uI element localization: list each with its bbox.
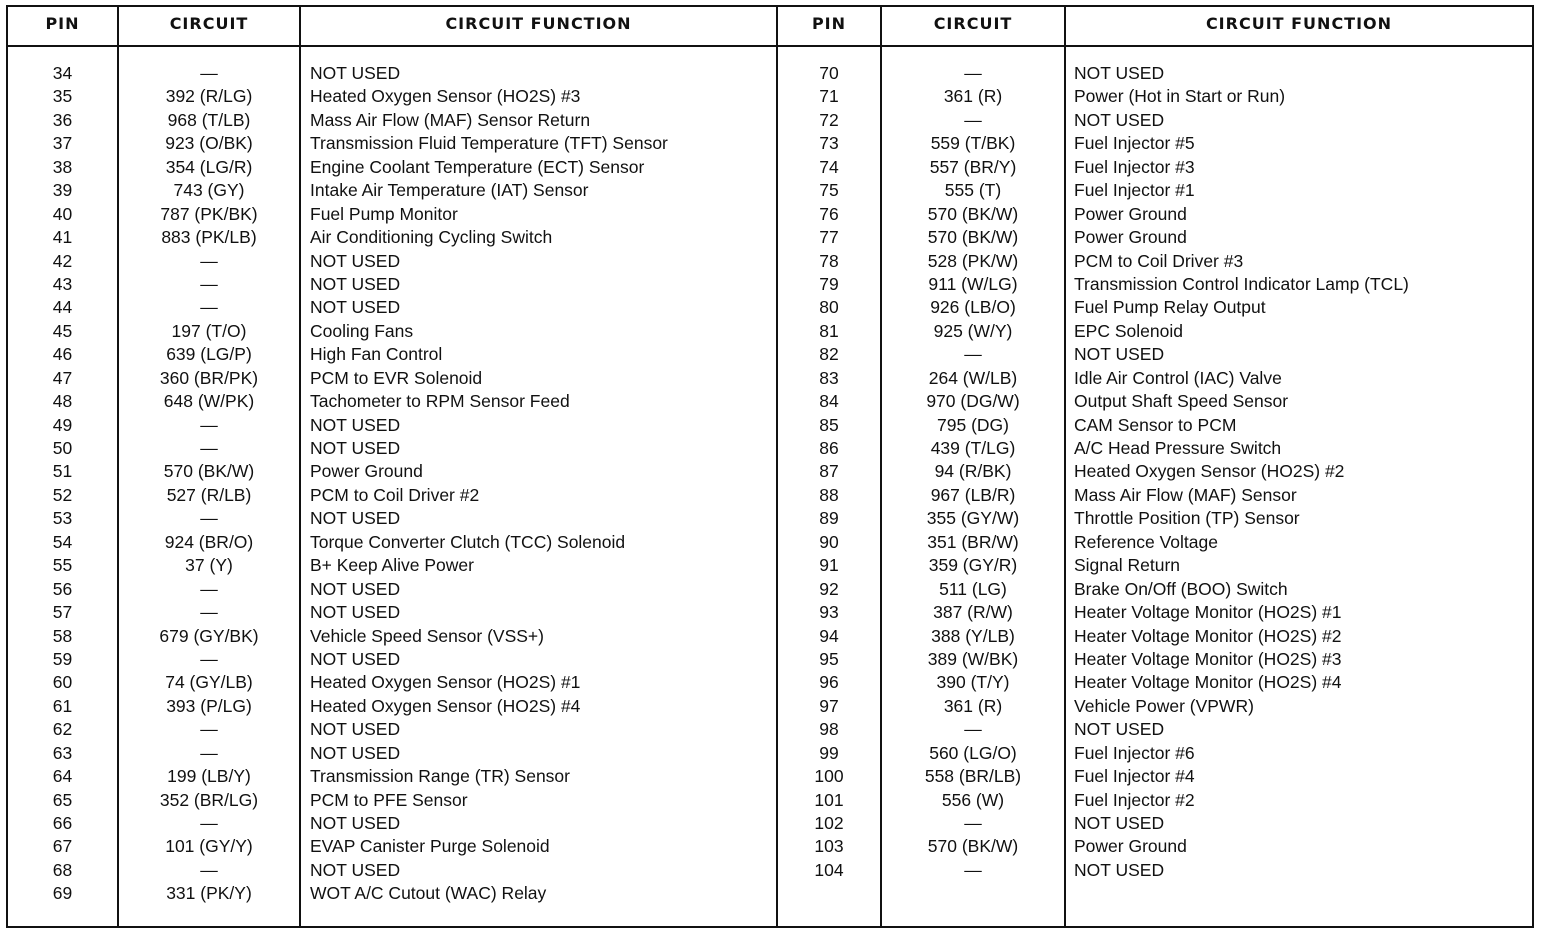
table-row: [776, 460, 1536, 483]
circuit-code: 967 (LB/R): [930, 484, 1016, 505]
table-row: [776, 414, 1536, 437]
circuit-code: 570 (BK/W): [927, 836, 1019, 857]
pin-number: 45: [52, 320, 73, 341]
pin-number: 60: [52, 672, 73, 693]
table-row: [776, 718, 1536, 741]
circuit-function: Vehicle Speed Sensor (VSS+): [310, 625, 544, 646]
circuit-function: Power Ground: [1074, 203, 1187, 224]
table-row: [776, 203, 1536, 226]
pin-number: 102: [814, 813, 844, 833]
table-row: [0, 226, 776, 249]
pin-number: 97: [819, 695, 839, 716]
pin-number: 48: [52, 391, 73, 412]
table-row: [0, 718, 776, 741]
pin-number: 58: [52, 625, 73, 646]
circuit-code: 355 (GY/W): [926, 508, 1020, 529]
circuit-function: Heated Oxygen Sensor (HO2S) #4: [310, 695, 581, 716]
header-left-pin: PIN: [45, 14, 80, 33]
pin-number: 46: [52, 344, 73, 365]
pin-number: 87: [819, 461, 839, 482]
circuit-function: Output Shaft Speed Sensor: [1074, 391, 1289, 412]
table-row: [0, 343, 776, 366]
table-row: [776, 437, 1536, 460]
circuit-code: 199 (LB/Y): [167, 766, 251, 787]
pin-number: 52: [52, 484, 73, 505]
header-left-function: CIRCUIT FUNCTION: [445, 14, 632, 33]
circuit-function: Vehicle Power (VPWR): [1074, 695, 1254, 716]
table-row: [776, 62, 1536, 85]
circuit-function: NOT USED: [310, 438, 401, 458]
table-row: [776, 296, 1536, 319]
table-row: [0, 320, 776, 343]
circuit-code: 648 (W/PK): [163, 391, 255, 412]
circuit-function: CAM Sensor to PCM: [1074, 414, 1237, 435]
circuit-function: Brake On/Off (BOO) Switch: [1074, 578, 1288, 599]
circuit-function: NOT USED: [1074, 344, 1165, 365]
table-row: [0, 109, 776, 132]
circuit-code: 559 (T/BK): [930, 133, 1016, 154]
circuit-code: 390 (T/Y): [936, 672, 1010, 693]
pin-number: 73: [819, 133, 839, 154]
circuit-code: 354 (LG/R): [165, 156, 253, 177]
pin-number: 93: [819, 602, 839, 623]
table-row: [776, 109, 1536, 132]
pin-number: 77: [819, 227, 839, 248]
table-row: [776, 742, 1536, 765]
header-right-pin: PIN: [811, 14, 847, 33]
circuit-code: 968 (T/LB): [167, 109, 251, 130]
circuit-code: 101 (GY/Y): [165, 836, 253, 857]
pin-number: 79: [819, 273, 839, 294]
pin-number: 41: [52, 227, 73, 248]
table-bottom-border: [6, 926, 1534, 928]
pin-number: 51: [52, 461, 73, 482]
circuit-function: Fuel Injector #5: [1074, 133, 1195, 154]
circuit-code: 570 (BK/W): [927, 227, 1019, 248]
table-row: [0, 437, 776, 460]
circuit-function: NOT USED: [1074, 859, 1165, 880]
table-row: [776, 273, 1536, 296]
pin-number: 40: [52, 203, 73, 224]
table-top-border: [6, 5, 1534, 7]
circuit-code: 743 (GY): [173, 180, 245, 201]
circuit-function: PCM to Coil Driver #3: [1074, 250, 1244, 271]
circuit-code: 528 (PK/W): [927, 250, 1019, 271]
table-row: [0, 179, 776, 202]
pin-number: 89: [819, 508, 839, 529]
circuit-code: 527 (R/LB): [166, 484, 252, 505]
table-row: [0, 203, 776, 226]
table-row: [0, 484, 776, 507]
table-row: [0, 671, 776, 694]
table-row: [0, 390, 776, 413]
table-row: [0, 812, 776, 835]
table-row: [0, 859, 776, 882]
circuit-code: —: [200, 602, 218, 623]
header-right-circuit: CIRCUIT: [933, 14, 1013, 33]
table-row: [776, 367, 1536, 390]
circuit-code: 388 (Y/LB): [931, 625, 1015, 646]
circuit-code: —: [200, 648, 218, 669]
circuit-function: NOT USED: [310, 602, 401, 623]
circuit-function: NOT USED: [1074, 719, 1165, 740]
table-row: [0, 296, 776, 319]
circuit-code: 264 (W/LB): [928, 367, 1018, 388]
circuit-code: 197 (T/O): [171, 320, 247, 341]
table-row: [776, 695, 1536, 718]
pin-number: 99: [819, 742, 839, 763]
pin-number: 80: [819, 297, 839, 318]
circuit-function: Air Conditioning Cycling Switch: [310, 227, 553, 248]
circuit-function: Fuel Injector #2: [1074, 789, 1195, 810]
circuit-function: NOT USED: [310, 648, 401, 669]
table-row: [776, 390, 1536, 413]
pin-number: 81: [819, 320, 839, 341]
table-row: [776, 859, 1536, 882]
table-row: [0, 273, 776, 296]
pin-number: 82: [819, 344, 839, 365]
circuit-function: Heated Oxygen Sensor (HO2S) #3: [310, 86, 581, 107]
circuit-code: 911 (W/LG): [928, 273, 1018, 294]
circuit-function: Transmission Range (TR) Sensor: [310, 766, 570, 787]
table-row: [776, 835, 1536, 858]
circuit-function: Fuel Injector #1: [1074, 180, 1195, 201]
table-row: [776, 578, 1536, 601]
pin-number: 92: [819, 578, 839, 599]
table-row: [0, 62, 776, 85]
circuit-function: Idle Air Control (IAC) Valve: [1074, 367, 1282, 388]
pin-number: 67: [52, 836, 73, 857]
circuit-code: 393 (P/LG): [166, 695, 252, 716]
table-row: [0, 625, 776, 648]
table-row: [776, 671, 1536, 694]
pin-number: 65: [52, 789, 73, 810]
circuit-function: Heater Voltage Monitor (HO2S) #4: [1074, 672, 1342, 693]
pin-number: 78: [819, 250, 839, 271]
table-row: [0, 156, 776, 179]
table-row: [776, 625, 1536, 648]
right-pin-list: [776, 62, 1536, 882]
circuit-function: Transmission Control Indicator Lamp (TCL): [1074, 273, 1409, 294]
circuit-code: —: [200, 742, 218, 763]
circuit-code: 361 (R): [943, 695, 1003, 716]
pin-number: 86: [819, 438, 839, 458]
circuit-code: 555 (T): [944, 180, 1002, 201]
circuit-function: Reference Voltage: [1074, 531, 1218, 552]
circuit-code: —: [200, 813, 218, 833]
circuit-function: NOT USED: [310, 859, 401, 880]
table-row: [0, 882, 776, 905]
circuit-code: 570 (BK/W): [163, 461, 255, 482]
pin-number: 63: [52, 742, 73, 763]
circuit-code: 925 (W/Y): [933, 320, 1013, 341]
circuit-code: 94 (R/BK): [934, 461, 1012, 482]
circuit-function: NOT USED: [310, 742, 401, 763]
circuit-code: 511 (LG): [939, 578, 1007, 599]
pin-number: 36: [52, 109, 73, 130]
circuit-function: Torque Converter Clutch (TCC) Solenoid: [310, 531, 626, 552]
pin-number: 95: [819, 648, 839, 669]
pin-number: 94: [819, 625, 839, 646]
header-right-function: CIRCUIT FUNCTION: [1205, 14, 1393, 33]
circuit-code: —: [200, 63, 218, 83]
header-left-circuit: CIRCUIT: [169, 14, 249, 33]
pin-number: 72: [819, 109, 839, 130]
circuit-function: NOT USED: [1074, 63, 1165, 83]
circuit-code: 679 (GY/BK): [159, 625, 259, 646]
pin-number: 39: [52, 180, 73, 201]
circuit-code: —: [964, 859, 982, 880]
circuit-code: 570 (BK/W): [927, 203, 1019, 224]
pin-number: 43: [52, 273, 73, 294]
circuit-code: 389 (W/BK): [927, 648, 1019, 669]
table-row: [0, 367, 776, 390]
circuit-function: Heated Oxygen Sensor (HO2S) #2: [1074, 461, 1345, 482]
table-row: [0, 531, 776, 554]
table-row: [0, 648, 776, 671]
circuit-function: NOT USED: [310, 813, 401, 833]
circuit-function: PCM to PFE Sensor: [310, 789, 468, 810]
pin-number: 96: [819, 672, 839, 693]
circuit-code: —: [200, 414, 218, 435]
circuit-code: 970 (DG/W): [926, 391, 1020, 412]
table-row: [776, 132, 1536, 155]
circuit-function: Mass Air Flow (MAF) Sensor: [1074, 484, 1297, 505]
pin-number: 68: [52, 859, 73, 880]
circuit-code: —: [964, 344, 982, 365]
circuit-code: 359 (GY/R): [928, 555, 1018, 576]
table-row: [0, 765, 776, 788]
circuit-function: NOT USED: [310, 508, 401, 529]
circuit-code: 924 (BR/O): [164, 531, 254, 552]
circuit-function: Heater Voltage Monitor (HO2S) #3: [1074, 648, 1342, 669]
circuit-function: NOT USED: [1074, 109, 1165, 130]
pin-number: 98: [819, 719, 839, 740]
circuit-function: Intake Air Temperature (IAT) Sensor: [310, 180, 589, 201]
pin-number: 35: [52, 86, 73, 107]
pin-number: 104: [814, 859, 844, 880]
circuit-function: A/C Head Pressure Switch: [1074, 438, 1282, 458]
circuit-code: 787 (PK/BK): [160, 203, 258, 224]
table-row: [0, 132, 776, 155]
pin-number: 59: [52, 648, 73, 669]
pin-number: 64: [52, 766, 73, 787]
pin-number: 75: [819, 180, 839, 201]
pin-number: 76: [819, 203, 839, 224]
table-row: [776, 765, 1536, 788]
table-row: [776, 250, 1536, 273]
circuit-function: NOT USED: [310, 414, 401, 435]
pin-number: 34: [52, 63, 73, 83]
pin-number: 55: [52, 555, 73, 576]
table-row: [776, 179, 1536, 202]
circuit-function: High Fan Control: [310, 344, 443, 365]
circuit-code: 74 (GY/LB): [165, 672, 253, 693]
circuit-code: 360 (BR/PK): [159, 367, 259, 388]
pin-number: 54: [52, 531, 73, 552]
circuit-function: NOT USED: [310, 273, 401, 294]
circuit-code: 883 (PK/LB): [161, 227, 257, 248]
circuit-code: 556 (W): [941, 789, 1005, 810]
circuit-function: WOT A/C Cutout (WAC) Relay: [310, 883, 547, 904]
pin-number: 91: [819, 555, 839, 576]
circuit-code: 331 (PK/Y): [166, 883, 252, 904]
table-row: [0, 507, 776, 530]
circuit-function: Power Ground: [1074, 227, 1187, 248]
circuit-function: EVAP Canister Purge Solenoid: [310, 836, 550, 857]
table-row: [0, 460, 776, 483]
pin-number: 103: [814, 836, 844, 857]
circuit-function: Mass Air Flow (MAF) Sensor Return: [310, 109, 591, 130]
circuit-function: Fuel Injector #6: [1074, 742, 1195, 763]
circuit-function: Fuel Injector #3: [1074, 156, 1195, 177]
circuit-code: —: [200, 719, 218, 740]
pin-number: 66: [52, 813, 73, 833]
circuit-function: Fuel Pump Monitor: [310, 203, 458, 224]
pin-number: 83: [819, 367, 839, 388]
circuit-function: Fuel Pump Relay Output: [1074, 297, 1266, 318]
circuit-function: PCM to Coil Driver #2: [310, 484, 480, 505]
pin-number: 84: [819, 391, 839, 412]
circuit-function: Tachometer to RPM Sensor Feed: [310, 391, 570, 412]
table-row: [0, 695, 776, 718]
circuit-code: —: [200, 250, 218, 271]
table-row: [776, 648, 1536, 671]
circuit-function: NOT USED: [310, 63, 401, 83]
circuit-function: NOT USED: [310, 719, 401, 740]
circuit-function: Transmission Fluid Temperature (TFT) Sensor: [310, 133, 668, 154]
circuit-function: Throttle Position (TP) Sensor: [1074, 508, 1300, 529]
circuit-code: —: [200, 273, 218, 294]
circuit-code: 795 (DG): [937, 414, 1009, 435]
table-row: [776, 85, 1536, 108]
table-row: [776, 507, 1536, 530]
table-row: [0, 250, 776, 273]
pin-number: 101: [814, 789, 844, 810]
circuit-code: 37 (Y): [185, 555, 233, 576]
table-row: [776, 601, 1536, 624]
circuit-code: 392 (R/LG): [165, 86, 253, 107]
circuit-function: PCM to EVR Solenoid: [310, 367, 483, 388]
table-row: [776, 531, 1536, 554]
pin-number: 71: [819, 86, 839, 107]
circuit-function: Power (Hot in Start or Run): [1074, 86, 1286, 107]
pin-number: 74: [819, 156, 839, 177]
pin-number: 70: [819, 63, 839, 83]
table-row: [776, 789, 1536, 812]
pin-number: 56: [52, 578, 73, 599]
circuit-function: NOT USED: [1074, 813, 1165, 833]
circuit-code: 557 (BR/Y): [929, 156, 1017, 177]
header-bottom-border: [6, 45, 1534, 47]
pin-number: 88: [819, 484, 839, 505]
table-row: [0, 554, 776, 577]
circuit-code: 560 (LG/O): [929, 742, 1017, 763]
pin-number: 100: [814, 766, 844, 787]
circuit-code: 439 (T/LG): [930, 438, 1016, 458]
pin-number: 62: [52, 719, 73, 740]
circuit-code: —: [200, 438, 218, 458]
pin-number: 53: [52, 508, 73, 529]
circuit-function: B+ Keep Alive Power: [310, 555, 474, 576]
circuit-code: 923 (O/BK): [165, 133, 253, 154]
table-row: [776, 320, 1536, 343]
circuit-function: NOT USED: [310, 250, 401, 271]
circuit-function: Power Ground: [310, 461, 423, 482]
circuit-function: Signal Return: [1074, 555, 1181, 576]
pin-number: 57: [52, 602, 73, 623]
circuit-function: EPC Solenoid: [1074, 320, 1183, 341]
pin-number: 69: [52, 883, 73, 904]
table-row: [0, 742, 776, 765]
pin-number: 47: [52, 367, 73, 388]
circuit-function: Heater Voltage Monitor (HO2S) #2: [1074, 625, 1342, 646]
pin-number: 85: [819, 414, 839, 435]
circuit-code: —: [200, 578, 218, 599]
circuit-code: —: [200, 508, 218, 529]
circuit-function: Heated Oxygen Sensor (HO2S) #1: [310, 672, 581, 693]
circuit-code: 351 (BR/W): [927, 531, 1019, 552]
circuit-function: NOT USED: [310, 578, 401, 599]
circuit-code: 926 (LB/O): [930, 297, 1016, 318]
table-row: [776, 156, 1536, 179]
pin-number: 38: [52, 156, 73, 177]
table-row: [0, 578, 776, 601]
circuit-code: —: [964, 813, 982, 833]
table-row: [0, 835, 776, 858]
circuit-code: 558 (BR/LB): [924, 766, 1022, 787]
circuit-function: Engine Coolant Temperature (ECT) Sensor: [310, 156, 645, 177]
pin-number: 37: [52, 133, 73, 154]
table-row: [776, 343, 1536, 366]
circuit-function: Power Ground: [1074, 836, 1187, 857]
circuit-code: —: [964, 63, 982, 83]
table-row: [776, 554, 1536, 577]
table-row: [0, 789, 776, 812]
table-row: [776, 812, 1536, 835]
pin-number: 44: [52, 297, 73, 318]
circuit-code: 352 (BR/LG): [159, 789, 259, 810]
circuit-code: 387 (R/W): [933, 602, 1013, 623]
circuit-function: Fuel Injector #4: [1074, 766, 1195, 787]
left-pin-list: [0, 62, 776, 906]
circuit-code: 361 (R): [943, 86, 1003, 107]
pin-number: 49: [52, 414, 73, 435]
circuit-function: NOT USED: [310, 297, 401, 318]
pin-number: 61: [52, 695, 73, 716]
circuit-code: —: [200, 297, 218, 318]
pin-number: 90: [819, 531, 839, 552]
circuit-code: —: [964, 719, 982, 740]
table-row: [0, 601, 776, 624]
pin-number: 42: [52, 250, 73, 271]
circuit-code: —: [964, 109, 982, 130]
table-row: [0, 414, 776, 437]
circuit-code: 639 (LG/P): [166, 344, 252, 365]
pin-number: 50: [52, 438, 73, 458]
circuit-function: Cooling Fans: [310, 320, 414, 341]
circuit-function: Heater Voltage Monitor (HO2S) #1: [1074, 602, 1342, 623]
table-row: [776, 484, 1536, 507]
table-row: [0, 85, 776, 108]
circuit-code: —: [200, 859, 218, 880]
table-row: [776, 226, 1536, 249]
